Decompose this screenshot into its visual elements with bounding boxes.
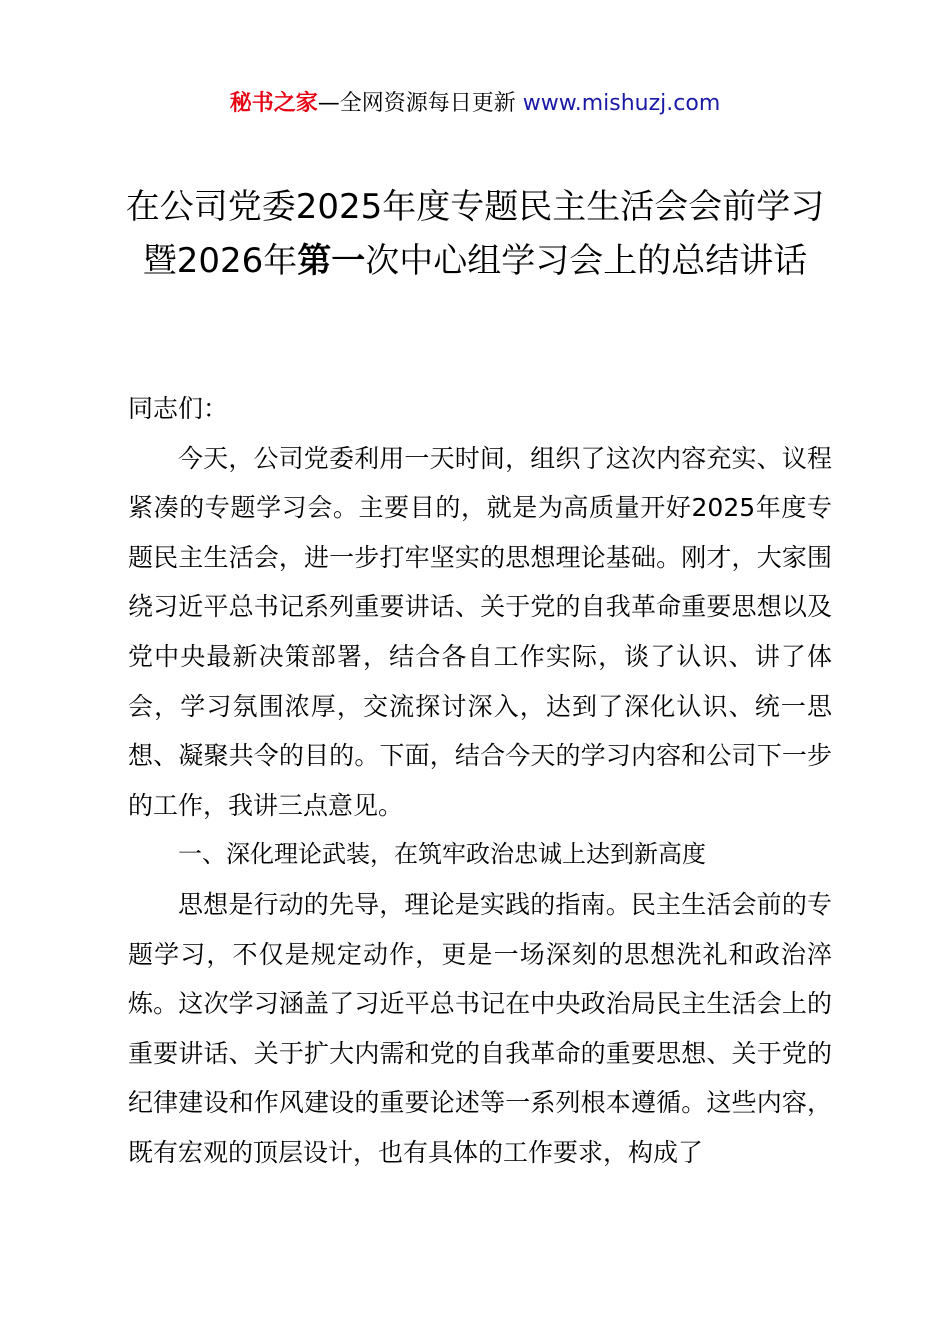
section-paragraph: 思想是行动的先导，理论是实践的指南。民主生活会前的专题学习，不仅是规定动作，更是一场深刻的思想洗礼和政治淬炼。这次学习涵盖了习近平总书记在中央政治局民主生活会上的重要讲话、关于扩大内需和党的自我革命的重要思想、关于党的纪律建设和作风建设的重要论述等一系列根本遵循。这些内容，既有宏观的顶层设计，也有具体的工作要求，构成了 — [128, 889, 832, 1167]
site-header — [0, 88, 950, 120]
site-url-link[interactable]: www.mishuzj.com — [522, 91, 721, 116]
document-body — [128, 384, 832, 1178]
body-paragraph: 今天，公司党委利用一天时间，组织了这次内容充实、议程紧凑的专题学习会。主要目的，就是为高质量开好2025年度专题民主生活会，进一步打牢坚实的思想理论基础。刚才，大家围绕习近平总书记系列重要讲话、关于党的自我革命重要思想以及党中央最新决策部署，结合各自工作实际，谈了认识、讲了体会，学习氛围浓厚，交流探讨深入，达到了深化认识、统一思想、凝聚共令的目的。下面，结合今天的学习内容和公司下一步的工作，我讲三点意见。 — [128, 443, 832, 820]
site-brand: 秘书之家 — [229, 91, 318, 116]
site-tagline: —全网资源每日更新 — [317, 91, 523, 116]
title-part-1: 在公司党委2025年度专题民主生活会会前学习暨2026年 — [125, 187, 825, 281]
salutation: 同志们： — [128, 394, 229, 423]
title-bold-part: 第一 — [297, 241, 366, 281]
title-part-2: 次中心组学习会上的总结讲话 — [365, 241, 808, 281]
document-title — [120, 180, 830, 288]
section-heading: 一、深化理论武装，在筑牢政治忠诚上达到新高度 — [178, 840, 706, 869]
